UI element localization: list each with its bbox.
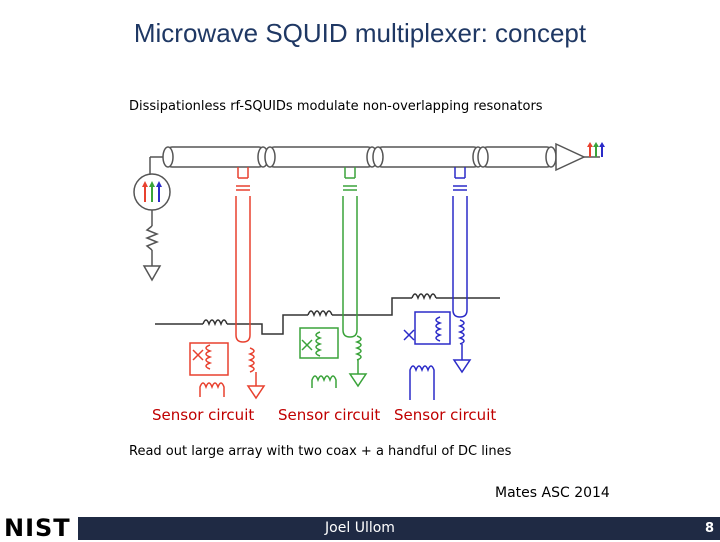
resistor-ground-icon <box>144 210 160 280</box>
citation: Mates ASC 2014 <box>495 485 610 501</box>
coax-resonator <box>373 147 483 167</box>
diagram-subtitle: Dissipationless rf-SQUIDs modulate non-overlapping resonators <box>129 99 543 114</box>
sensor-circuit-label-1: Sensor circuit <box>152 406 255 424</box>
channel-1-circuit <box>190 167 264 398</box>
coax-resonator <box>265 147 377 167</box>
coax-resonator <box>478 147 556 167</box>
nist-logo: NIST <box>4 514 71 542</box>
output-tones-icon <box>587 142 605 157</box>
coax-resonator <box>163 147 268 167</box>
channel-2-circuit <box>300 167 366 388</box>
sensor-circuit-label-2: Sensor circuit <box>278 406 381 424</box>
amplifier-icon <box>556 144 584 170</box>
footer-author: Joel Ullom <box>325 520 395 536</box>
signal-source-icon <box>134 174 170 210</box>
sensor-circuit-label-3: Sensor circuit <box>394 406 497 424</box>
page-number: 8 <box>704 521 714 536</box>
readout-note: Read out large array with two coax + a handful of DC lines <box>129 444 512 459</box>
slide-title: Microwave SQUID multiplexer: concept <box>133 18 587 48</box>
channel-3-circuit <box>404 167 470 400</box>
